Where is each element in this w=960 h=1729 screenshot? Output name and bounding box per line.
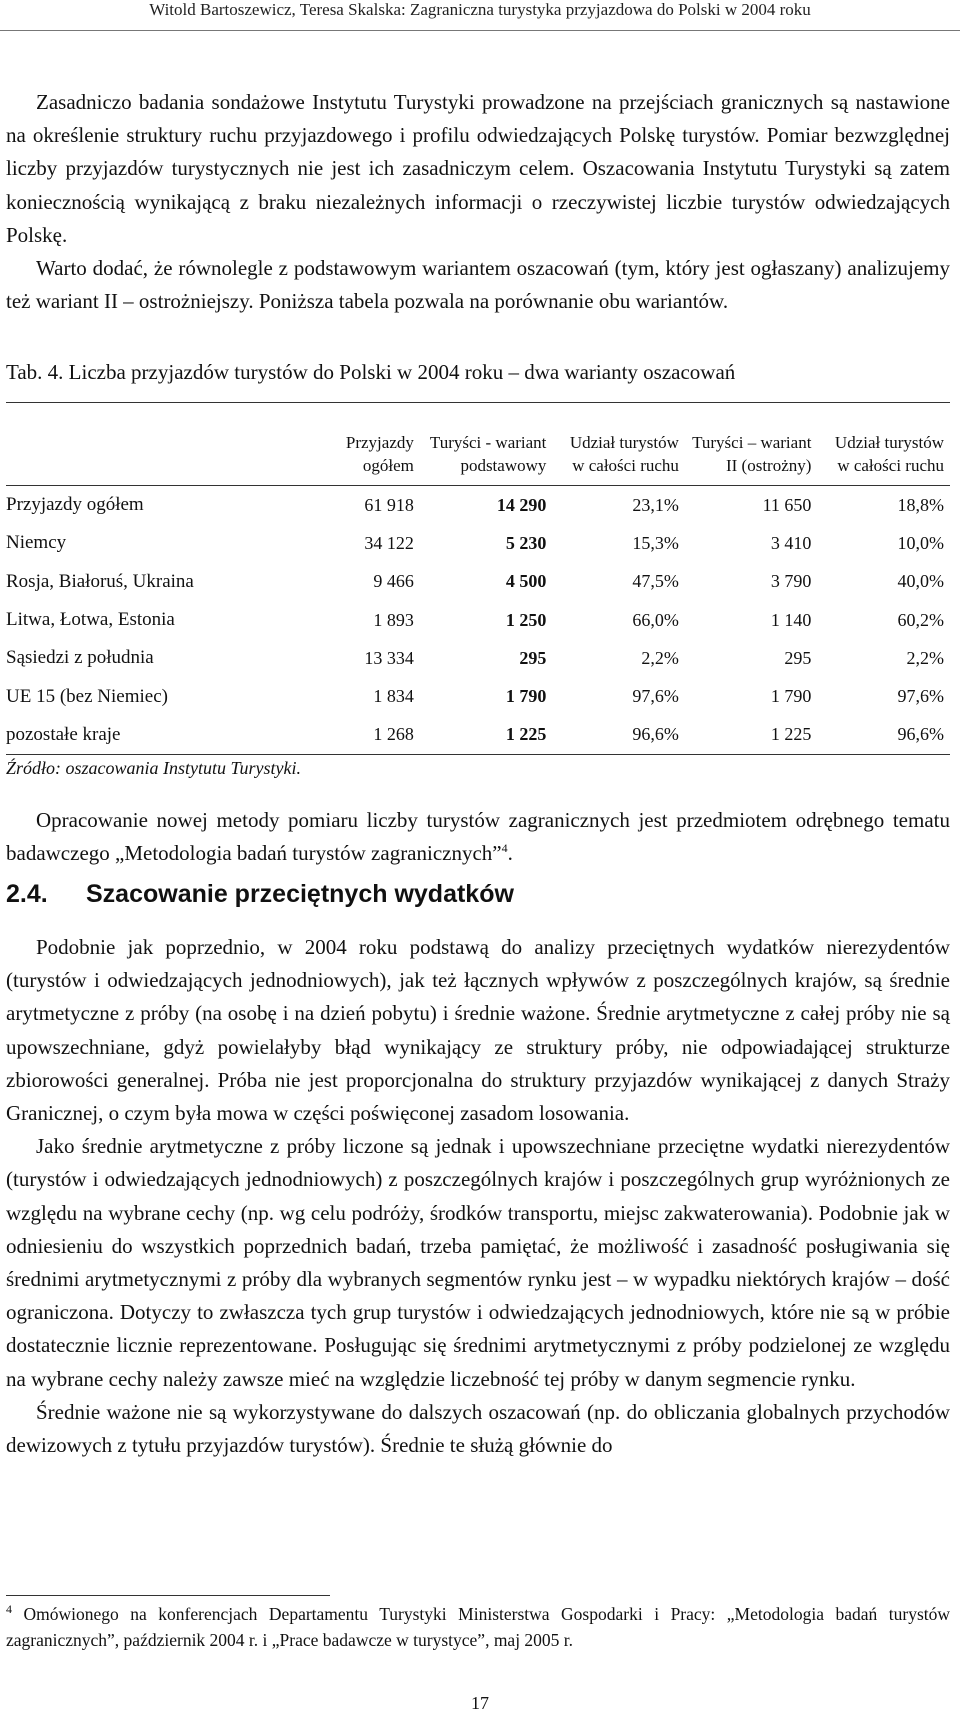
row-label: UE 15 (bez Niemiec) bbox=[6, 685, 168, 707]
header-tourists-base: Turyści - wariant podstawowy bbox=[429, 433, 547, 475]
intro-paragraph-1: Zasadniczo badania sondażowe Instytutu Turystyki prowadzone na przejściach granicznych są nastawione na określenie struktury ruchu przyjazdowego i profilu odwiedzających Polskę turystów. Pomiar bezwzględnej liczby przyjazdów turystycznych nie jest ich zasadniczym celem. Oszacowania Instytutu Turystyki są zatem koniecznością wynikającą z braku niezależnych informacji o rzeczywistej liczbie turystów odwiedzających Polskę. bbox=[6, 90, 950, 247]
footnote-number: 4 bbox=[6, 1602, 12, 1617]
cell-base: 4 500 bbox=[505, 571, 547, 592]
cell-base: 1 225 bbox=[505, 724, 547, 745]
page-number: 17 bbox=[471, 1693, 489, 1713]
table-caption: Tab. 4. Liczba przyjazdów turystów do Polski w 2004 roku – dwa warianty oszacowań bbox=[6, 360, 736, 384]
cell-cautious-share: 96,6% bbox=[897, 724, 944, 745]
footnote-ref[interactable]: 4 bbox=[501, 841, 508, 856]
footnote-text: Omówionego na konferencjach Departamentu Turystyki Ministerstwa Gospodarki i Pracy: „Metodologia badań turystów zagranicznych”, październik 2004 r. i „Prace badawcze w turystyce”, maj 2005 r. bbox=[6, 1604, 951, 1650]
cell-cautious: 295 bbox=[784, 647, 812, 668]
section-paragraph-1: Podobnie jak poprzednio, w 2004 roku podstawą do analizy przeciętnych wydatków nierezydentów (turystów i odwiedzających jednodniowych), jak też łącznych wpływów z poszczególnych krajów, są średnie arytmetyczne z próby (na osobę i na dzień pobytu) i średnie ważone. Średnie arytmetyczne z całej próby nie są upowszechniane, gdyż powielałyby błąd wynikający ze struktury próby, nie odpowiadającej strukturze zbiorowości generalnej. Próba nie jest proporcjonalna do struktury przyjazdów wynikającej z danych Straży Granicznej, o czym była mowa w części poświęconej zasadom losowania. bbox=[6, 935, 950, 1126]
row-label: Niemcy bbox=[6, 532, 67, 554]
method-paragraph-end: . bbox=[507, 841, 513, 866]
cell-cautious: 3 790 bbox=[770, 571, 812, 592]
cell-cautious: 3 410 bbox=[770, 532, 812, 553]
cell-total: 1 893 bbox=[373, 609, 414, 630]
running-header: Witold Bartoszewicz, Teresa Skalska: Zagraniczna turystyka przyjazdowa do Polski w 2004 roku bbox=[149, 0, 811, 19]
cell-base-share: 15,3% bbox=[632, 532, 679, 553]
section-paragraph-2: Jako średnie arytmetyczne z próby liczone są jednak i upowszechniane przeciętne wydatki nierezydentów (turystów i odwiedzających jednodniowych) z poszczególnych krajów i poszczególnych grup wyróżnionych ze względu na wybrane cechy (np. wg celu podróży, środków transportu, miejsc zakwaterowania). Podobnie jak w odniesieniu do wszystkich poprzednich badań, trzeba pamiętać, że możliwość i zasadność posługiwania się średnimi arytmetycznymi z próby dla wybranych segmentów rynku jest – w wypadku niektórych krajów – dość ograniczona. Dotyczy to zwłaszcza tych grup turystów i odwiedzających jednodniowych, które nie są w próbie dostatecznie licznie reprezentowane. Posługując się średnimi arytmetycznymi z próby podzielonej ze względu na wybrane cechy należy zawsze mieć na względzie liczebność tej próby w danym segmencie rynku. bbox=[6, 1134, 950, 1391]
cell-base-share: 47,5% bbox=[632, 571, 679, 592]
cell-cautious-share: 2,2% bbox=[906, 647, 944, 668]
section-text bbox=[6, 931, 950, 1462]
cell-base-share: 2,2% bbox=[641, 647, 679, 668]
cell-base-share: 66,0% bbox=[632, 609, 679, 630]
cell-base: 5 230 bbox=[505, 532, 547, 553]
method-text bbox=[6, 804, 950, 870]
cell-total: 61 918 bbox=[364, 494, 414, 515]
section-number: 2.4. bbox=[6, 880, 48, 908]
row-label: Sąsiedzi z południa bbox=[6, 647, 154, 669]
section-title: Szacowanie przeciętnych wydatków bbox=[86, 880, 514, 908]
header-divider bbox=[0, 30, 960, 31]
cell-base-share: 97,6% bbox=[632, 686, 679, 707]
cell-total: 9 466 bbox=[373, 571, 414, 592]
table-row bbox=[6, 716, 950, 755]
table-row bbox=[6, 524, 950, 562]
cell-base: 14 290 bbox=[496, 494, 547, 515]
cell-cautious-share: 97,6% bbox=[897, 686, 944, 707]
cell-base-share: 96,6% bbox=[632, 724, 679, 745]
row-label: Litwa, Łotwa, Estonia bbox=[6, 609, 175, 631]
table-row bbox=[6, 563, 950, 601]
table-row bbox=[6, 639, 950, 677]
table-header-row bbox=[6, 403, 950, 486]
header-share-base: Udział turystów w całości ruchu bbox=[569, 433, 679, 475]
section-heading bbox=[6, 880, 514, 909]
cell-total: 1 834 bbox=[373, 686, 414, 707]
table-row bbox=[6, 601, 950, 639]
cell-cautious-share: 60,2% bbox=[897, 609, 944, 630]
row-label: Przyjazdy ogółem bbox=[6, 494, 144, 516]
arrivals-table bbox=[6, 402, 950, 755]
table-row bbox=[6, 486, 950, 525]
cell-base: 295 bbox=[519, 647, 547, 668]
row-label: pozostałe kraje bbox=[6, 723, 121, 745]
header-empty bbox=[6, 403, 328, 486]
cell-cautious: 1 790 bbox=[770, 686, 812, 707]
cell-total: 34 122 bbox=[364, 532, 414, 553]
cell-base-share: 23,1% bbox=[632, 494, 679, 515]
cell-cautious-share: 18,8% bbox=[897, 494, 944, 515]
cell-cautious: 1 225 bbox=[770, 724, 812, 745]
cell-cautious-share: 40,0% bbox=[897, 571, 944, 592]
table-source: Źródło: oszacowania Instytutu Turystyki. bbox=[6, 758, 302, 778]
cell-total: 13 334 bbox=[364, 647, 414, 668]
footnote-divider bbox=[6, 1595, 330, 1596]
cell-base: 1 250 bbox=[505, 609, 547, 630]
header-tourists-cautious: Turyści – wariant II (ostrożny) bbox=[692, 433, 812, 475]
section-paragraph-3: Średnie ważone nie są wykorzystywane do dalszych oszacowań (np. do obliczania globalnych przychodów dewizowych z tytułu przyjazdów turystów). Średnie te służą głównie do bbox=[6, 1399, 950, 1458]
table-row bbox=[6, 677, 950, 715]
cell-cautious: 11 650 bbox=[762, 494, 812, 515]
footnote bbox=[6, 1601, 950, 1653]
method-paragraph-text: Opracowanie nowej metody pomiaru liczby turystów zagranicznych jest przedmiotem odrębnego tematu badawczego „Metodologia badań turystów zagranicznych” bbox=[6, 808, 950, 866]
row-label: Rosja, Białoruś, Ukraina bbox=[6, 570, 194, 592]
header-total-arrivals: Przyjazdy ogółem bbox=[345, 433, 414, 475]
cell-base: 1 790 bbox=[505, 686, 547, 707]
cell-cautious: 1 140 bbox=[770, 609, 812, 630]
method-paragraph bbox=[6, 804, 950, 870]
cell-cautious-share: 10,0% bbox=[897, 532, 944, 553]
intro-text bbox=[6, 86, 950, 318]
cell-total: 1 268 bbox=[373, 724, 414, 745]
intro-paragraph-2: Warto dodać, że równolegle z podstawowym wariantem oszacowań (tym, który jest ogłaszany) analizujemy też wariant II – ostrożniejszy. Poniższa tabela pozwala na porównanie obu wariantów. bbox=[6, 256, 950, 314]
header-share-cautious: Udział turystów w całości ruchu bbox=[834, 433, 944, 475]
